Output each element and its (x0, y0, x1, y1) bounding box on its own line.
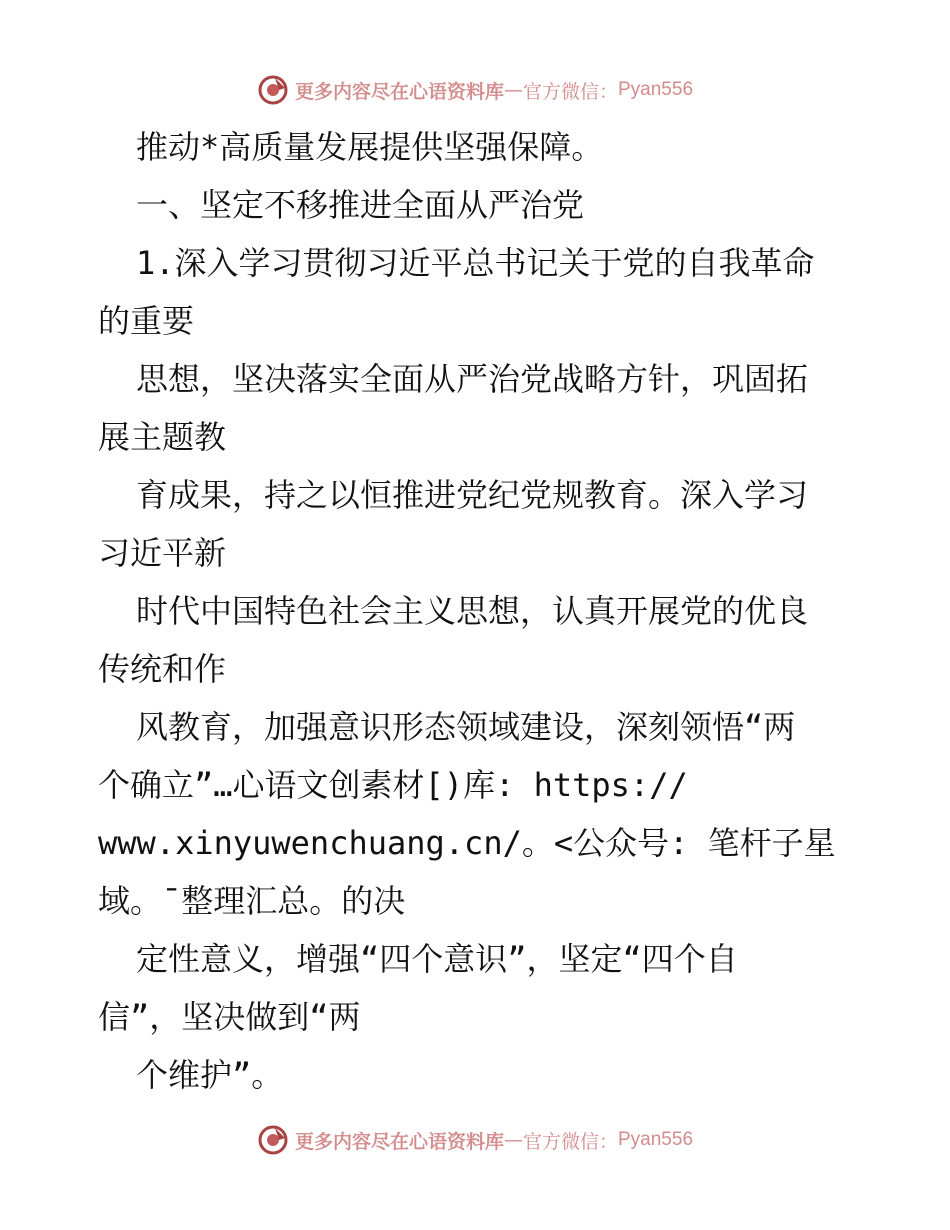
banner-separator: — (503, 1129, 523, 1151)
banner-title: 更多内容尽在心语资料库 (294, 1130, 504, 1153)
text-line: 个确立”…心语文创素材[)库: https:// (98, 766, 688, 804)
text-line: 时代中国特色社会主义思想，认真开展党的优良 (136, 592, 809, 630)
text-line: www.xinyuwenchuang.cn/。<公众号: 笔杆子星 (98, 824, 836, 862)
banner-title: 更多内容尽在心语资料库 (294, 80, 504, 103)
text-line: 信”，坚决做到“两 (98, 998, 361, 1036)
document-body (98, 118, 858, 1104)
text-line: 育成果，持之以恒推进党纪党规教育。深入学习 (136, 476, 809, 514)
text-line: 推动*高质量发展提供坚强保障。 (136, 128, 604, 166)
text-line: 1.深入学习贯彻习近平总书记关于党的自我革命 (136, 244, 815, 282)
footer-banner (0, 1120, 950, 1160)
banner-separator: — (503, 79, 523, 101)
text-line: 习近平新 (98, 534, 227, 572)
header-banner (0, 70, 950, 110)
text-line: 的重要 (98, 302, 195, 340)
banner-wechat-id: Pyan556 (618, 79, 694, 100)
text-line: 域。¯整理汇总。的决 (98, 882, 406, 920)
logo-icon (257, 1124, 289, 1156)
section-heading: 一、坚定不移推进全面从严治党 (136, 186, 585, 224)
banner-wechat-id: Pyan556 (618, 1129, 694, 1150)
logo-icon (257, 74, 289, 106)
text-line: 展主题教 (98, 418, 227, 456)
text-line: 传统和作 (98, 650, 227, 688)
text-line: 定性意义，增强“四个意识”，坚定“四个自 (136, 940, 738, 978)
banner-wechat-label: 官方微信： (522, 80, 618, 103)
text-line: 个维护”。 (136, 1056, 284, 1094)
text-line: 风教育，加强意识形态领域建设，深刻领悟“两 (136, 708, 796, 746)
banner-wechat-label: 官方微信： (522, 1130, 618, 1153)
text-line: 思想，坚决落实全面从严治党战略方针，巩固拓 (136, 360, 809, 398)
